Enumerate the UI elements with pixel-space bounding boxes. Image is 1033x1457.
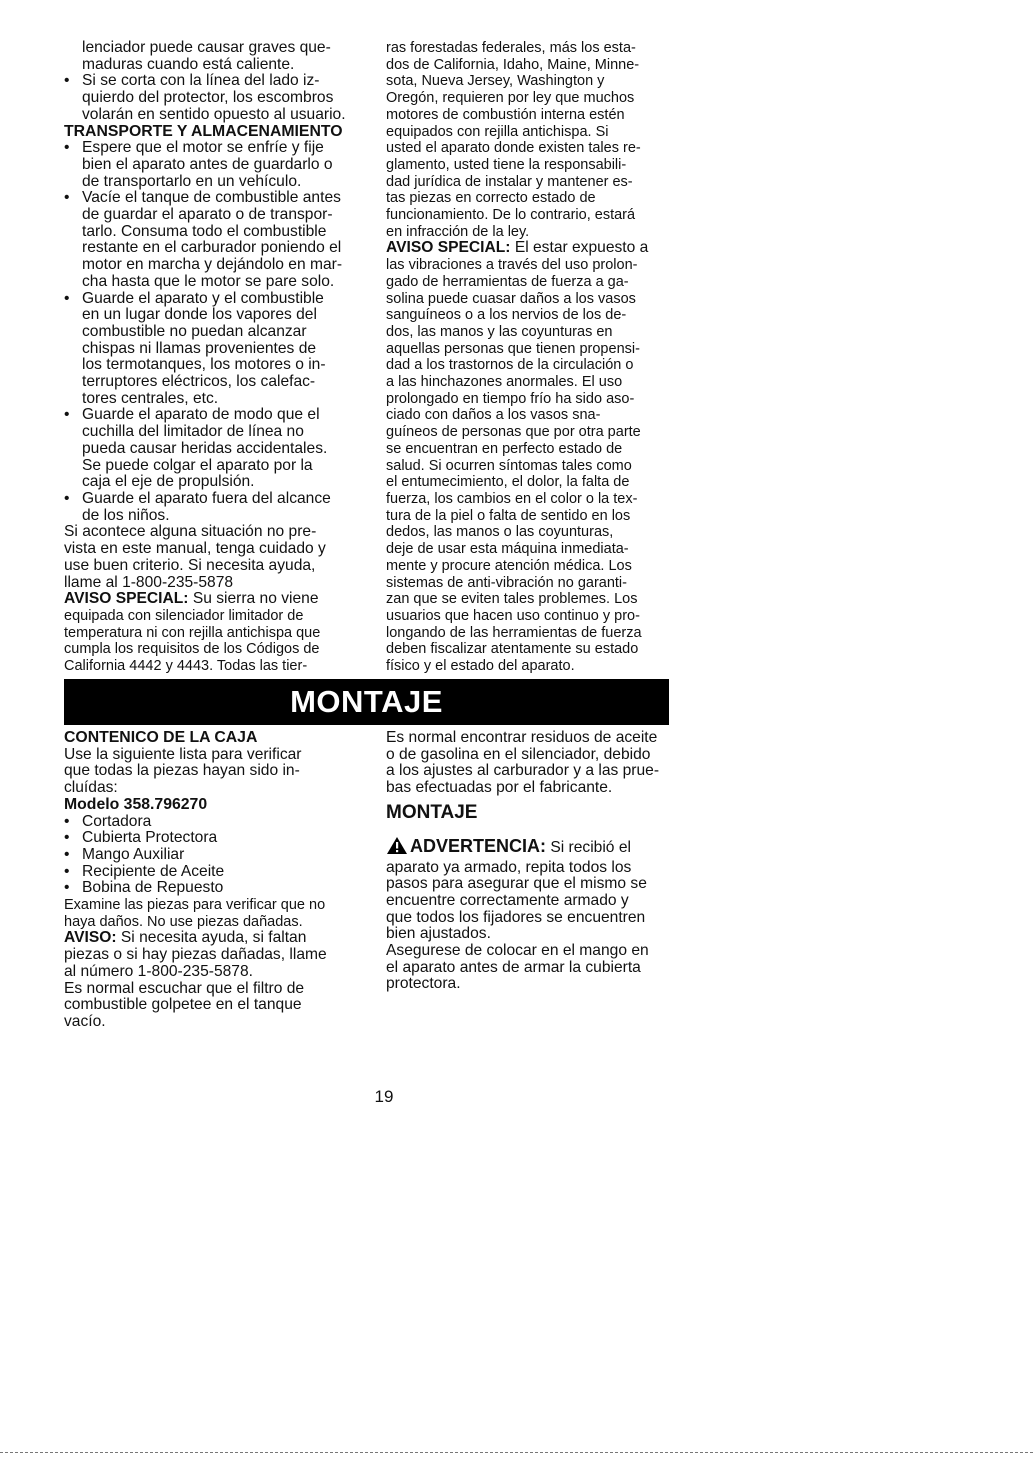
text-line: pasos para asegurar que el mismo se bbox=[386, 875, 647, 893]
text-line: use buen criterio. Si necesita ayuda, bbox=[64, 556, 316, 574]
bullet-item: •Guarde el aparato y el combustible bbox=[64, 291, 358, 308]
text-line: vista en este manual, tenga cuidado y bbox=[64, 540, 326, 558]
text-line: en un lugar donde los vapores del bbox=[82, 306, 317, 324]
aviso-line: AVISO: Si necesita ayuda, si faltan bbox=[64, 929, 307, 947]
text-line: encuentre correctamente armado y bbox=[386, 891, 629, 909]
text-line: sistemas de anti-vibración no garanti- bbox=[386, 574, 627, 591]
text-line: usuarios que hacen uso continuo y pro- bbox=[386, 607, 640, 624]
page-number: 19 bbox=[374, 1087, 394, 1106]
section-heading: CONTENICO DE LA CAJA bbox=[64, 729, 258, 746]
list-item: •Mango Auxiliar bbox=[64, 847, 358, 864]
text-line: funcionamiento. De lo contrario, estará bbox=[386, 207, 636, 224]
text-line: volarán en sentido opuesto al usuario. bbox=[82, 105, 346, 123]
text-line: combustible no puedan alcanzar bbox=[82, 322, 307, 340]
text-line: equipados con rejilla antichispa. Si bbox=[386, 123, 609, 140]
list-item: •Bobina de Repuesto bbox=[64, 880, 358, 897]
text-line: las vibraciones a través del uso prolon- bbox=[386, 257, 638, 274]
text-line: Oregón, requieren por ley que muchos bbox=[386, 90, 635, 107]
text-line: mente y procure atención médica. Los bbox=[386, 557, 632, 574]
text-line: vacío. bbox=[64, 1012, 106, 1030]
bullet-item: •Guarde el aparato de modo que el bbox=[64, 407, 358, 424]
text-line: haya daños. No use piezas dañadas. bbox=[64, 913, 303, 930]
aviso-special-line: AVISO SPECIAL: El estar expuesto a bbox=[386, 239, 649, 257]
text-line: combustible golpetee en el tanque bbox=[64, 996, 302, 1014]
text-line: equipada con silenciador limitador de bbox=[64, 607, 304, 624]
text-line: cluídas: bbox=[64, 779, 118, 797]
column-top-left bbox=[64, 40, 358, 675]
text-line: piezas o si hay piezas dañadas, llame bbox=[64, 946, 327, 964]
text-line: dad jurídica de instalar y mantener es- bbox=[386, 173, 633, 190]
bullet-icon bbox=[64, 880, 82, 897]
bullet-icon bbox=[64, 491, 82, 508]
text-line: Asegurese de colocar en el mango en bbox=[386, 942, 649, 960]
page-edge-divider bbox=[0, 1452, 1033, 1453]
text-line: Use la siguiente lista para verificar bbox=[64, 745, 302, 763]
text-line: aquellas personas que tienen propensi- bbox=[386, 340, 640, 357]
text-line: aparato ya armado, repita todos los bbox=[386, 858, 632, 876]
text-line: California 4442 y 4443. Todas las tier- bbox=[64, 658, 308, 675]
text-line: el entumecimiento, el dolor, la falta de bbox=[386, 474, 630, 491]
text-line: dad a los trastornos de la circulación o bbox=[386, 357, 634, 374]
text-line: bien ajustados. bbox=[386, 925, 491, 943]
text-line: bien el aparato antes de guardarlo o bbox=[82, 155, 333, 173]
text-line: se encuentran en perfecto estado de bbox=[386, 440, 623, 457]
list-item: •Recipiente de Aceite bbox=[64, 864, 358, 881]
text-line: dos de California, Idaho, Maine, Minne- bbox=[386, 56, 640, 73]
text-line: Si acontece alguna situación no pre- bbox=[64, 523, 317, 541]
text-line: Se puede colgar el aparato por la bbox=[82, 456, 313, 474]
text-line: dedos, las manos o las coyunturas, bbox=[386, 524, 614, 541]
column-bottom-right bbox=[386, 730, 671, 993]
text-line: de transportarlo en un vehículo. bbox=[82, 172, 302, 190]
text-line: o de gasolina en el silenciador, debido bbox=[386, 745, 651, 763]
text-line: glamento, usted tiene la responsabili- bbox=[386, 156, 627, 173]
text-line: terruptores eléctricos, los calefac- bbox=[82, 373, 316, 391]
column-bottom-left bbox=[64, 730, 358, 1031]
text-line: cha hasta que le motor se pare solo. bbox=[82, 272, 335, 290]
section-title: MONTAJE bbox=[386, 801, 478, 823]
text-line: de guardar el aparato o de transpor- bbox=[82, 206, 333, 224]
text-line: pueda causar heridas accidentales. bbox=[82, 439, 328, 457]
bullet-item: •Guarde el aparato fuera del alcance bbox=[64, 491, 358, 508]
text-line: tarlo. Consuma todo el combustible bbox=[82, 222, 327, 240]
text-line: maduras cuando está caliente. bbox=[82, 55, 295, 73]
text-line: llame al 1-800-235-5878 bbox=[64, 573, 234, 591]
aviso-label: AVISO: bbox=[64, 929, 117, 947]
bullet-icon bbox=[64, 140, 82, 157]
section-heading: TRANSPORTE Y ALMACENAMIENTO bbox=[64, 122, 343, 140]
montaje-banner: MONTAJE bbox=[64, 679, 669, 725]
text-line: dos, las manos y las coyunturas en bbox=[386, 323, 613, 340]
text-line: usted el aparato donde existen tales re- bbox=[386, 140, 641, 157]
text-line: ras forestadas federales, más los esta- bbox=[386, 40, 636, 56]
warning-line: ADVERTENCIA: Si recibió el bbox=[386, 836, 671, 860]
text-line: longando de las herramientas de fuerza bbox=[386, 624, 642, 641]
text-line: restante en el carburador poniendo el bbox=[82, 239, 342, 257]
text-line: al número 1-800-235-5878. bbox=[64, 962, 253, 980]
text-line: sota, Nueva Jersey, Washington y bbox=[386, 73, 605, 90]
text-line: de los niños. bbox=[82, 506, 170, 524]
text-line: a las hinchazones anormales. El uso bbox=[386, 374, 623, 391]
text-line: quierdo del protector, los escombros bbox=[82, 89, 334, 107]
bullet-icon bbox=[64, 814, 82, 831]
text-line: que todos los fijadores se encuentren bbox=[386, 908, 646, 926]
aviso-special-line: AVISO SPECIAL: Su sierra no viene bbox=[64, 590, 319, 608]
text-line: motores de combustión interna estén bbox=[386, 106, 625, 123]
column-top-right bbox=[386, 40, 671, 675]
text-line: guíneos de personas que por otra parte bbox=[386, 424, 641, 441]
list-item: •Cortadora bbox=[64, 814, 358, 831]
model-number: Modelo 358.796270 bbox=[64, 795, 208, 813]
text-line: Es normal escuchar que el filtro de bbox=[64, 979, 305, 997]
text-line: sanguíneos o a los nervios de los de- bbox=[386, 307, 627, 324]
text-line: Es normal encontrar residuos de aceite bbox=[386, 729, 658, 746]
text-line: cumpla los requisitos de los Códigos de bbox=[64, 641, 320, 658]
text-line: lenciador puede causar graves que- bbox=[82, 39, 331, 56]
text-line: Examine las piezas para verificar que no bbox=[64, 897, 326, 914]
text-line: solina puede cuasar daños a los vasos bbox=[386, 290, 636, 307]
text-line: caja el eje de propulsión. bbox=[82, 473, 255, 491]
text-line: salud. Si ocurren síntomas tales como bbox=[386, 457, 632, 474]
aviso-label: AVISO SPECIAL: bbox=[386, 239, 511, 257]
text-line: en infracción de la ley. bbox=[386, 223, 530, 240]
text-line: protectora. bbox=[386, 975, 461, 993]
bullet-icon bbox=[64, 847, 82, 864]
text-line: gado de herramientas de fuerza a ga- bbox=[386, 273, 629, 290]
text-line: físico y el estado del aparato. bbox=[386, 658, 575, 675]
text-line: que todas la piezas hayan sido in- bbox=[64, 762, 300, 780]
text-line: ciado con daños a los vasos sna- bbox=[386, 407, 601, 424]
text-line: tura de la piel o falta de sentido en los bbox=[386, 507, 631, 524]
text-line: deje de usar esta máquina inmediata- bbox=[386, 541, 629, 558]
aviso-label: AVISO SPECIAL: bbox=[64, 590, 189, 608]
text-line: a los ajustes al carburador y a las prue- bbox=[386, 762, 660, 780]
bullet-icon bbox=[64, 864, 82, 881]
bullet-icon bbox=[64, 73, 82, 90]
bullet-icon bbox=[64, 407, 82, 424]
warning-triangle-icon bbox=[386, 836, 408, 860]
text-line: prolongado en tiempo frío ha sido aso- bbox=[386, 390, 635, 407]
warning-label: ADVERTENCIA: bbox=[410, 835, 547, 856]
text-line: temperatura ni con rejilla antichispa que bbox=[64, 624, 321, 641]
bullet-icon bbox=[64, 291, 82, 308]
text-line: bas efectuadas por el fabricante. bbox=[386, 779, 613, 797]
text-line: el aparato antes de armar la cubierta bbox=[386, 958, 641, 976]
bullet-icon bbox=[64, 830, 82, 847]
text-line: zan que se eviten tales problemes. Los bbox=[386, 591, 638, 608]
text-line: deben fiscalizar atentamente su estado bbox=[386, 641, 639, 658]
text-line: chispas ni llamas provenientes de bbox=[82, 339, 317, 357]
bullet-icon bbox=[64, 190, 82, 207]
bullet-item: •Vacíe el tanque de combustible antes bbox=[64, 190, 358, 207]
list-item: •Cubierta Protectora bbox=[64, 830, 358, 847]
text-line: motor en marcha y dejándolo en mar- bbox=[82, 256, 343, 274]
text-line: cuchilla del limitador de línea no bbox=[82, 423, 304, 441]
text-line: los termotanques, los motores o in- bbox=[82, 356, 326, 374]
bullet-item: •Espere que el motor se enfríe y fije bbox=[64, 140, 358, 157]
text-line: tas piezas en correcto estado de bbox=[386, 190, 596, 207]
bullet-item: •Si se corta con la línea del lado iz- bbox=[64, 73, 358, 90]
text-line: tores centrales, etc. bbox=[82, 389, 219, 407]
text-line: fuerza, los cambios en el color o la tex- bbox=[386, 490, 638, 507]
